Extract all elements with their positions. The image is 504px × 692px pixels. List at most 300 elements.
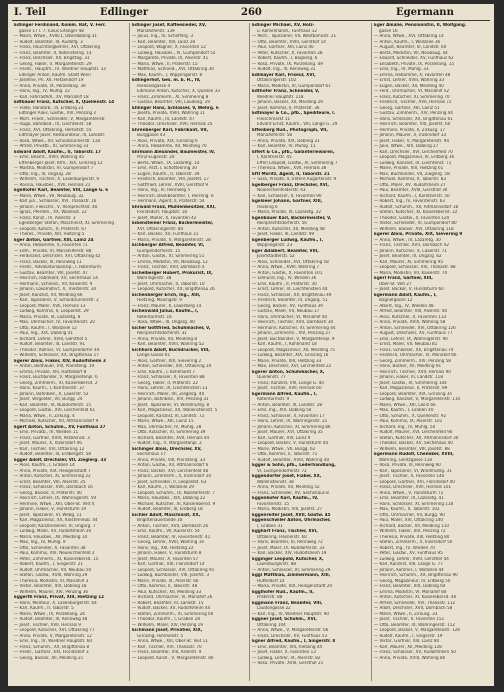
page-header <box>8 4 494 20</box>
directory-entry-heading: Egerer Alois, Private, XIX, Sievering 9 <box>374 232 463 237</box>
directory-entry-line: — Theodor, Gastw., X, Favoriten 120 <box>374 215 450 221</box>
directory-entry-line: — Max, Drechsler, XVI, Lerchenfeld 22 <box>252 364 332 369</box>
directory-entry-line: — Karl, Gärtner, XIII, Lainz 9 <box>252 435 311 441</box>
directory-entry-line: — Wilhelm, Maler, XIV, Penzing 19 <box>132 622 203 628</box>
directory-column-1 <box>14 23 128 683</box>
directory-entry-heading: Egenberger Ludwig, Kaufm., I, <box>252 237 324 243</box>
directory-entry-line: — Alois, Gärtner, XIX, Sievering 2 <box>132 358 202 364</box>
directory-entry-line: — Rudolf, Beamter, XVIII, Währing 40 <box>252 457 330 463</box>
directory-entry-line: — Anton, Beamter, III, Landstr. 28 <box>252 402 322 408</box>
directory-entry-heading: Ehrwald Franz, Mühlenbesitzer, XXI, <box>132 204 216 210</box>
directory-entry-line: — Franz, Kanzl., IX, Alserstr. 3 <box>14 215 76 221</box>
directory-entry-line: — Johann, Fiaker, V, Hundsturm 19 <box>14 507 87 512</box>
directory-entry-line: — Georg, Magazineur, III, Erdberg 50 <box>374 578 451 584</box>
directory-entry-heading: Edtbauer Franz, Kutscher, X, Quellenstr. 14 <box>14 100 115 105</box>
directory-entry-line: — Heinrich, Bankbeamter, I, Herreng. 6 <box>132 193 214 199</box>
directory-entry-line: — Rosina, Hausbes., XVII, Hernals 21 <box>14 182 91 188</box>
directory-entry-line: — Maria, Private, IX, Lazaretg. 22 <box>252 210 322 215</box>
directory-entry-line: — Johann, Lokomotivf., X, Triesterstr. 30 <box>14 287 97 292</box>
directory-entry-line: — Marie, Wtwe., XIII, Lainz 15 <box>132 419 194 424</box>
directory-entry-line: — Johann, Zimmerm., XIV, Penzing 27 <box>252 331 331 336</box>
directory-entry-line: — Johann, Fiaker, V, Hundsturm 8 <box>132 551 202 556</box>
directory-entry-line: — Hans, Lehrer, IX, Liechtenstein 13 <box>132 386 208 391</box>
directory-entry-line: — Julius, Ing., IV, Schäfferg. 3 <box>132 34 193 39</box>
directory-entry-heading: Eichler Adolf, Maschinist, XX, <box>132 512 201 518</box>
directory-entry-line: — Otto, Kaufm., I, Wollzeile 12 <box>14 325 77 331</box>
directory-entry-line: Floridsdorf, Hauptstr. 18 <box>137 210 188 215</box>
directory-entry-heading: Egerl Franz, Gärtner, XIII, <box>374 276 433 281</box>
directory-entry-line: — Maria, Hausbes., XII, Meidling 14 <box>14 534 88 540</box>
directory-entry-line: — Rudolf, Ing., III, Rennweg 31 <box>252 67 316 72</box>
directory-entry-line: gasse 17 I. 7. Iulius Eitlinger 48 <box>19 28 84 34</box>
directory-entry-line: — Josef, Uhrmacher, II, Taborstr. 10 <box>132 281 205 287</box>
directory-entry-line: — Josef, Müller, X, Favoriten 42 <box>132 215 197 221</box>
directory-entry-line: — Franz, Beamter, IV, Favoritenstr. 41 <box>132 534 211 540</box>
directory-entry-heading: Eggner Josef, Schuhm., XVI, <box>252 617 317 622</box>
directory-entry-line: — Rudolf, Beamter, III, Rudolfg. 3 <box>14 39 83 45</box>
directory-entry-line: — Ludwig, Beamter, XIX, Grinzing 16 <box>252 353 329 358</box>
directory-entry-heading: Eichenberger Erich, Ing., XIII, <box>132 292 201 298</box>
directory-entry-line: — Karl, Maurer, XII, Meidling 128 <box>374 644 442 650</box>
directory-entry-line: — Josef, Tischler, XVII, Hernals 9 <box>14 622 81 628</box>
column-divider <box>129 23 130 681</box>
directory-entry-line: — Rudolf, Uhrmacher, VII, Neubau 50 <box>14 567 92 573</box>
directory-entry-line: — Karl, Kaufm., II, Taborstr. 5 <box>14 606 74 611</box>
directory-entry-line: — Julie, Wtwe., XIX, Döbling 27 <box>374 144 439 149</box>
directory-entry-line: — Max, Kaufm., II, Taborstr. 102 <box>374 507 440 512</box>
directory-entry-heading: Edlmayer Karl, Friseur, XVI, <box>252 72 316 78</box>
directory-entry-line: VI, Gumpendorferstr. 72 <box>257 468 307 474</box>
directory-entry-line: — Gottfried, Lehrer, XVIII, Gersthof 9 <box>132 182 209 188</box>
directory-entry-line: — Emil, Beamter, XIII, Hietzing 44 <box>252 644 323 650</box>
directory-entry-line: — Margarete, Private, IX, Alserstr. 41 <box>132 56 209 61</box>
directory-entry-line: — Max, Kaufm., I, Wipplingerstr. 8 <box>132 72 203 78</box>
directory-entry-line: — Anton, Schneider, XVI, Ottakring 19 <box>132 364 212 369</box>
catchword-left: Edlinger <box>100 7 149 18</box>
directory-entry-line: Praterstr. 88 <box>257 595 283 600</box>
directory-entry-line: — Peter, Gastw., XV, Fünfhaus 95 <box>374 551 443 556</box>
directory-entry-line: — Leopold, Bäcker, V, Hundsturm 44 <box>252 441 329 446</box>
directory-entry-line: — Richard, Bäcker, XII, Meidling 110 <box>374 523 450 529</box>
directory-entry-line: — Marie, Private, IX, Alserstr. 66 <box>132 578 199 584</box>
directory-entry-line: — Berta, Wtwe., IX, Lazaretg. 14 <box>132 160 200 166</box>
directory-entry-line: — Anna, Private, XII, Meidling 52 <box>252 485 320 490</box>
directory-entry-line: — Otto, Kommis, II, Taborstr. 48 <box>132 584 198 589</box>
directory-entry-line: — Viktor, Gärtner, XIII, Lainz 80 <box>374 639 440 644</box>
directory-entry-line: — Max, Uhrmacher, IV, Favoritenstr. 20 <box>14 320 95 325</box>
directory-entry-line: — Maria, Private, XIX, Heiligenstadt 20 <box>252 584 333 589</box>
directory-entry-line: — Franz, Kanzlist, VIII, Lange G. 40 <box>252 380 324 386</box>
directory-entry-line: — Hans, Bäcker, XII, Meidling 91 <box>374 364 442 369</box>
directory-entry-heading: Edlinger Josef, Kaffeesieder, XV, <box>132 23 207 28</box>
directory-entry-line: Edtinger Alois, Gastw., XIV, Penzing 2 <box>19 111 97 116</box>
directory-entry-line: — Robert, Ing., IV, Favoritenstr. 63 <box>374 199 445 204</box>
directory-entry-line: — Wilhelm, Tischler, X, Laxenburgerstr. 9 <box>14 177 100 182</box>
directory-entry-line: — Karl, Bäcker, XV, Fünfhaus 21 <box>132 232 199 237</box>
directory-entry-line: — Franz, Rauchfangkehrer, XVI, Ottakring <box>14 45 101 50</box>
directory-entry-line: — Hans, Ing., XIII, Hietzing 22 <box>132 545 194 551</box>
directory-entry-line: — Paul, Kommis, IX, Alserstr. 101 <box>374 419 443 424</box>
directory-entry-line: — Anna, Private, VIII, Piaristeng. 33 <box>132 457 206 463</box>
directory-entry-line: — Ernst, Lehrer, XVIII, Währing 33 <box>374 78 445 83</box>
directory-entry-line: — Rudolf, Beamter, III, Landstr. 91 <box>14 342 85 347</box>
directory-entry-line: — Emil, Kaufm., II, Praterstr. 30 <box>252 281 317 287</box>
directory-entry-line: Wipplingerstr. 23 <box>257 243 293 248</box>
directory-entry-line: u. Kohlenhandl., Fünfhaus 12 <box>257 28 317 34</box>
directory-entry-line: — Friedrich, Beamter, VIII, Josefst. 17 <box>132 177 209 182</box>
directory-entry-line: — Karl, Beamter, IV, Mühlg. 11 <box>252 144 316 149</box>
directory-entry-line: — Edm., Private, VI, Mariahilferstr. 88 <box>14 248 92 254</box>
directory-entry-line: — Max, Buchbinder, VII, Zieglerg. 58 <box>374 171 450 177</box>
directory-entry-line: Burggasse 43 <box>137 133 166 138</box>
directory-entry-line: — Josef, Beamter, III, Ungarg. 62 <box>374 254 442 259</box>
directory-entry-line: — Heinrich, Fabrikant, XV, Sechshaus 14 <box>14 276 98 281</box>
directory-entry-line: — Johann, Kommis, I, Wollzeile 44 <box>374 567 444 573</box>
directory-entry-line: — Franz, Tischler, XVII, Dornbach 4 <box>132 265 205 270</box>
directory-entry-line: — Karl, Gärtner, XXI, Floridsdorf 14 <box>132 562 205 567</box>
directory-entry-heading: Ehrenberger Karl, Fabrikant, VII, <box>132 127 209 133</box>
directory-entry-line: Rotenturmstr. 9 <box>257 397 290 402</box>
directory-entry-line: — Maria, Private, IX, Lazaretg. 8 <box>14 314 81 320</box>
directory-entry-line: Hacking 6 <box>257 204 278 210</box>
directory-entry-line: — Emil, Kaufm., VII, Kaiserstr. 54 <box>132 529 200 534</box>
directory-entry-line: Efferl Leopold, Gastw., XI, Simmering 7 <box>257 160 338 166</box>
directory-entry-line: — Marie, Wtwe., VII, Neubaug. 32 <box>14 193 84 199</box>
directory-entry-line: — Robert, Kaufm., I, Singerstr. 21 <box>14 562 83 567</box>
directory-entry-line: — Rosa, Private, XVIII, Gersthof 21 <box>252 661 324 666</box>
directory-entry-line: — Leopold, Gärtner, XXI, Floridsdorf 40 <box>374 479 455 485</box>
directory-entry-line: — Albert, Ing., IV, Wieden 48 <box>374 303 434 309</box>
directory-entry-line: Mariahilferstr. 139 <box>137 28 175 34</box>
directory-entry-line: — Hans, Beamter, III, Rennweg 72 <box>252 540 323 545</box>
directory-entry-line: — Georg, Gärtner, XIII, Lainz 51 <box>374 105 440 111</box>
directory-entry-line: — Hans, Kaufm., I, Kärntnerstr. 37 <box>14 386 85 391</box>
directory-entry-line: — Berta, Modistin, VII, Neubaug. 44 <box>374 50 448 56</box>
directory-entry-line: — Leopold, Gastw., XVI, Lerchenfeld 61 <box>14 408 95 413</box>
directory-entry-line: — Johann, Kutscher, XI, Simmering 86 <box>252 424 331 430</box>
directory-entry-line: — Karl, Kanzlist, VIII, Lange G. 77 <box>374 562 443 567</box>
directory-entry-line: — Leopold, Wagner, X, Favoriten 12 <box>132 45 206 50</box>
directory-entry-line: — Paul, Kommis, XVI, Neulerchenfeld 2 <box>14 551 95 556</box>
directory-entry-line: — Anna, Private, XVIII, Währing 58 <box>374 320 446 325</box>
directory-entry-line: — Josef, Vergolder, VII, Burgg. 24 <box>14 397 83 402</box>
directory-entry-line: — Friedrich, Tischler, XVII, Hernals 72 <box>374 100 452 105</box>
directory-entry-line: — Karl, Tischler, XVI, Thaliastr. 70 <box>132 644 202 650</box>
directory-entry-line: — Alfred, Schneider, XVI, Thaliastr. 112 <box>374 600 456 606</box>
directory-entry-line: Edvard Ernst, Kaufm., VIII, Lange G. 29 <box>257 122 338 127</box>
directory-entry-line: — Theresia, Modistin, VI, Mariahilf 3 <box>14 578 89 584</box>
directory-entry-heading: Edward Adolf, Kaufm., II, Taborstr. 17 <box>14 149 101 155</box>
page-number: 260 <box>241 7 262 18</box>
directory-entry-line: — Leopold, Kutscher, XX, Brigittenau 26 <box>132 287 215 292</box>
directory-entry-heading: Eichhorn Adolf, Buchdrucker, VIII, <box>132 347 210 353</box>
directory-entry-line: — Franz, Schlosser, X, Favoriten 88 <box>132 375 205 380</box>
directory-entry-line: — Rudolf, Beamter, III, Erdbergstr. 58 <box>14 452 92 457</box>
directory-entry-line: — Friedr., Advokaturskonzip., I, Rotenturm. <box>14 265 103 270</box>
directory-entry-line: — Anna, Private, XIX, Heiligenstadt 7 <box>14 468 91 474</box>
directory-entry-heading: Egghart Franz, Tischler, XVI, <box>252 529 318 534</box>
directory-entry-line: — Anna, Private, V, Margaretenstr. 12 <box>14 633 92 639</box>
directory-entry-line: — Heinrich, Lehrer, IX, Währingerstr. 59 <box>14 496 96 501</box>
directory-entry-line: — Friedrich, Uhrmacher, VI, Mariahilf 66 <box>374 353 457 358</box>
directory-entry-line: — Karl, Tapezierer, VI, Windmühlg. 31 <box>374 468 452 474</box>
directory-entry-heading: Edlinger Ferdinand, Komm. Rat, V. Ferr. <box>14 23 106 28</box>
directory-entry-line: — Hermann, Agent, II, Praterstr. 54 <box>132 199 205 204</box>
directory-entry-line: — Johann, Bahnbed., XIV, Penzing 31 <box>132 397 209 402</box>
directory-entry-line: — Josef, Tapezierer, VI, Windmühlg. 8 <box>132 402 210 408</box>
directory-entry-line: — Georg, Lehrer, XVIII, Währing 16 <box>132 540 204 545</box>
directory-entry-line: — Heinrich, Maler, VII, Zieglerg. 40 <box>132 391 205 397</box>
directory-entry-line: — Emma, Modistin, VI, Mariahilf 80 <box>374 589 447 595</box>
directory-entry-line: — Georg, Zimmerm., XI, Kaiserebersd. 2 <box>14 380 98 386</box>
directory-entry-line: — Emma, Hebamme, X, Favoriten 48 <box>374 72 451 78</box>
directory-entry-line: — Anna, Wtwe., IX, Lazaretg. 30 <box>374 237 441 243</box>
directory-entry-line: — Karl, Ing., IV, Wiedner Hauptstr. 90 <box>252 611 330 617</box>
directory-entry-line: — Anton, Gastw., X, Favoriten 101 <box>252 270 323 276</box>
directory-entry-line: — Franz, Drechsler, XX, Brigittag. 31 <box>14 56 90 61</box>
directory-entry-line: — Anna, Private, XII, Meidling 8 <box>132 336 197 342</box>
directory-entry-heading: Egermann Adolf, Kaufm., I, <box>374 292 437 298</box>
directory-entry-line: — Hermine, Private, II, Zirkusg. 17 <box>374 127 445 133</box>
directory-entry-line: — Emil, Lehrer, IX, Währingerstr. 90 <box>374 336 448 342</box>
directory-entry-line: Ober-St. Veit 27 <box>379 281 412 287</box>
directory-entry-line: — Hans, Ing., IV, Mühlg. 22 <box>14 89 71 94</box>
directory-entry-line: — Leopold, Schlosser, XVI, Ottakring 91 <box>132 567 215 573</box>
directory-entry-line: — Anna, Wtwe., XVIII, Währing 7 <box>252 265 320 270</box>
directory-entry-line: Laxenburgerstr. 88 <box>257 562 296 567</box>
directory-entry-line: — Adolf, Drechsler, XVII, Dornbach 58 <box>374 606 453 611</box>
directory-entry-line: — Paul, Gärtner, XIII, Lainz 40 <box>252 45 314 50</box>
directory-entry-line: — Hans, Uhrmacher, VI, Mariahilf 40 <box>252 314 328 320</box>
directory-entry-heading: Edthofer Franz, Schneider, V, <box>252 89 320 94</box>
directory-entry-line: — Anton, Bildhauer, VIII, Piaristeng. 19 <box>14 364 95 369</box>
directory-entry-line: Bognergasse 12 <box>379 298 413 303</box>
directory-entry-line: — Anna, Wtwe., XIII, Ober-St. Veit 11 <box>132 639 208 644</box>
directory-entry-line: — Karl jun., Schlosser, XVI, Thaliastr. 16 <box>14 199 97 204</box>
directory-entry-line: — Georg, Bäcker, XII, Meidling 21 <box>14 655 84 661</box>
directory-entry-line: — Johann, Kutscher, X, Laaerstr. 71 <box>374 248 447 254</box>
directory-entry-line: Gumpendorferstr. 15 <box>137 248 181 254</box>
directory-entry-line: — Franz, Schlosser, X, Favoriten 17 <box>252 413 325 419</box>
directory-entry-line: — Josef, Buchbinder, V, Margaretenpl. 9 <box>252 336 335 342</box>
directory-entry-line: — Rudolf, Schuhm., XII, Altmannsdorf 18 <box>374 204 459 210</box>
directory-entry-heading: Eichberger Alfred, Beamter, VI, <box>132 243 205 248</box>
directory-entry-heading: Egenbauer Karl, Bäckermeister, V, <box>252 215 332 221</box>
directory-entry-line: — Otto, Kutscher, XI, Simmering 39 <box>132 430 206 435</box>
directory-entry-line: — Heinrich, Tischler, XVII, Hernals 90 <box>374 369 451 375</box>
directory-entry-line: — Richard, Beamter, XVII, Hernals 44 <box>132 435 210 441</box>
directory-entry-line: — Viktor, Beamter, XIX, Döbling 18 <box>14 584 87 589</box>
directory-entry-heading: Edlinger Michael, XV, Holz- <box>252 23 315 28</box>
directory-entry-line: — Stefan, Gastw., XVIII, Währing 29 <box>14 573 88 578</box>
directory-entry-line: — Maria, Modistin, VII, Kaiserstr. 70 <box>374 270 448 276</box>
directory-entry-line: — Maria, Hausbes., XIX, Döbling 22 <box>132 496 206 501</box>
directory-entry-line: Hütteldorf 14 <box>257 578 285 584</box>
directory-entry-line: — Josef, Maurer, X, Favoriten 57 <box>132 556 199 562</box>
directory-entry-line: — Georg, Zimmerm., XIV, Penzing 58 <box>374 358 451 364</box>
directory-entry-line: — Wilhelm, Schlosser, XX, Brigittenau 17 <box>14 353 99 358</box>
directory-entry-line: Neulerchenfelderstr. 43 <box>257 188 306 193</box>
directory-entry-line: — Emil, Arzt, I, Schottenring 30 <box>132 166 197 171</box>
directory-entry-line: — Paul, Maler, XVI, Ottakring 140 <box>374 518 443 523</box>
directory-entry-heading: Eichinger Alois, Drechsler, XV, <box>132 446 202 452</box>
directory-entry-heading: Eftl Moritz, Agent, II, Taborstr. 21 <box>252 171 330 177</box>
directory-entry-line: — Wilhelm, Beamter, VIII, Josefst. 88 <box>374 446 450 452</box>
directory-entry-line: — Marie, Wtwe., II, Zirkusg. 33 <box>374 611 438 617</box>
header-rule <box>12 20 490 21</box>
directory-entry-line: — Karl, Beamter, XVIII, Währing 52 <box>132 342 205 347</box>
directory-entry-heading: Eggenreiter Josef, XVII, Gastw. 45 <box>252 512 331 518</box>
directory-column-2 <box>132 23 248 683</box>
directory-entry-line: — Gustav, Beamter, VIII, Laudong. 19 <box>132 100 210 105</box>
directory-page <box>8 4 494 686</box>
directory-entry-line: — Matthias, Schneid., XVI, Ottakring 30 <box>132 67 214 72</box>
directory-column-3 <box>252 23 370 683</box>
directory-entry-line: — Hilde, Handarb., III, Erdberg 23 <box>14 105 84 111</box>
directory-entry-line: — Theodor, Drechsler, XVII, Hernals 25 <box>132 122 213 127</box>
directory-entry-line: — Franz, Schlosser, XX, Brigittenau 74 <box>374 347 454 353</box>
directory-entry-line: — Johann, Zimmerm., X, Inzersdorf 20 <box>132 474 212 479</box>
directory-entry-line: — Josef, Fiaker, X, Favoriten 13 <box>252 650 316 655</box>
directory-entry-line: — Emil, Beamter, IX, Lazaretg. 41 <box>374 496 444 501</box>
directory-entry-line: — Friedr., Hauptm., IV, Wiedner Hauptstr. 33 <box>14 67 106 72</box>
directory-entry-line: — Rosa, Wtwe., XII, Schönbrunnerstr. 118 <box>14 138 101 144</box>
directory-entry-line: — Ferd., Uhrmacher, VI, Mariahilf 52 <box>374 89 449 94</box>
directory-entry-line: — Hermine, Wtwe., XIII, Ober-St. Veit 4 <box>14 501 95 507</box>
directory-entry-line: — Ernst, Maler, VII, Neubau 81 <box>374 342 438 347</box>
directory-entry-line: — Marie, Private, XIII, Hietzing 61 <box>374 166 444 171</box>
directory-entry-line: — Franz, Schuhm., XX, Brigittenau 8 <box>14 644 90 650</box>
section-label: I. Teil <box>14 7 46 18</box>
directory-entry-line: — Maria, Wtwe., II, Zirkusg. 4 <box>14 413 75 419</box>
directory-entry-line: Hietzing, Maxingstr. 9 <box>137 298 182 303</box>
directory-entry-line: — Otto, Schuhm., X, Quellenstr. 92 <box>374 413 447 419</box>
directory-entry-line: — Paul, Beamter, XVIII, Gersthof 30 <box>374 188 448 193</box>
directory-entry-line: — Leopold, Kutscher, XVI, Ottakring 77 <box>14 628 95 633</box>
directory-entry-line: — Leopold, Kanzlist, III, Landstr. 72 <box>132 413 205 419</box>
directory-entry-line: — Franz, Zimmerm., XI, Simmering 8 <box>132 94 209 100</box>
directory-entry-line: — Emil, Beamt., XVIII, Währing 45 <box>14 155 85 160</box>
directory-entry-line: — Ludwig, Kommis, II, Leopoldst. 29 <box>14 309 89 314</box>
directory-entry-heading: Edtmayer & Co., pfb., Spediteure, I. <box>252 111 336 116</box>
directory-entry-line: — Anton, Gastw., XII, Altmannsdorf 6 <box>132 463 209 468</box>
directory-entry-line: — Richard, Kaufm., I, Kärntnerstr. 50 <box>374 193 450 199</box>
directory-entry-line: — Michael, Kommis, II, Taborstr. 83 <box>374 177 447 182</box>
directory-entry-line: — Heinrich, Schuhm., XX, Brigittenau 90 <box>374 573 458 578</box>
directory-entry-heading: Ehlinger Hans, Schlosser, V, Wehrg. 6 <box>132 105 219 111</box>
directory-entry-line: — Alois, Kaufm., I, Graben 14 <box>14 463 75 468</box>
directory-entry-line: — Anna, Private, IX, Porzellang. 39 <box>14 83 86 89</box>
directory-entry-line: — Karl, Maurer, XI, Simmering 95 <box>374 259 443 265</box>
directory-entry-heading: Egelhofer Karl, Beamter, VIII, Lange G. 6 <box>14 188 109 193</box>
directory-entry-line: — Josefine, Pri. XII, Hetzendorf 19 <box>14 78 84 83</box>
directory-entry-line: — Josef, Bäcker, V, Hundsturm 60 <box>374 287 444 292</box>
directory-entry-line: — Franz, Tischler, XVII, Dornbach 42 <box>374 243 450 248</box>
catchword-right: Egermann <box>396 7 454 18</box>
directory-entry-line: — Johann, Bahnbed., X, Laaerstr. 52 <box>14 391 89 397</box>
directory-entry-line: — Michael, Kutscher, XII, Altmannsdorf 9 <box>14 419 99 424</box>
directory-entry-line: — Franz, Buchbinder, V, Margaretenpl. 6 <box>14 375 98 380</box>
directory-entry-heading: Eggenhofer Karl, Kaufm., IV, <box>252 496 319 501</box>
directory-entry-line: — Otto, Kommis, II, Taborstr. 71 <box>252 452 318 457</box>
directory-entry-line: — Rosa, Private, III, Rennweg 90 <box>374 463 441 468</box>
directory-entry-line: — Josefa, Private, XVIII, Währing 11 <box>132 111 206 116</box>
directory-entry-line: — Sara, Private, II, Untere Augartenstr. 9 <box>252 177 337 182</box>
directory-entry-heading: Effenberg Rud., Photograph, VII, <box>252 127 328 133</box>
directory-entry-line: — Leopold, Magazineur, XII, Meidling 75 <box>252 347 335 353</box>
directory-entry-line: — Josef, Tischler, X, Favoriten 140 <box>374 474 445 479</box>
directory-entry-line: Prinz-Eugenstr. 20 <box>137 155 175 160</box>
directory-entry-line: — Franz, Schneider, XV, Sechshaus 8 <box>252 490 329 496</box>
directory-entry-line: — Peter, Kutscher, X, Favoriten 28 <box>252 50 323 56</box>
directory-entry-line: — Leopold, Schuhm., IX, Nußdorferstr. 7 <box>132 490 215 496</box>
directory-entry-line: — Georg, Bäcker, XV, Fünfhaus 39 <box>252 303 323 309</box>
directory-entry-line: — Karl, Magazineur, II, Praterstr. 99 <box>374 386 448 391</box>
directory-entry-line: — Leopold, Kanzl., V, Margaretenstr. 80 <box>132 655 214 661</box>
directory-entry-line: — Josef, Tischler, X, Favoriten 151 <box>374 617 445 622</box>
directory-entry-line: — Otto, Uhrmacher, VII, Burgg. 90 <box>374 512 445 518</box>
directory-entry-line: — Ernst, Lehrer, IX, Liechtenstein 44 <box>252 287 328 292</box>
directory-entry-heading: Egger Adolf, Drechsler, VII, Zieglerg. 33 <box>14 457 107 463</box>
directory-entry-line: — Karl, Kaufm., I, Kohlmarkt 18 <box>252 342 317 347</box>
directory-entry-line: Lange Gasse 61 <box>137 353 171 358</box>
directory-entry-line: — Alfred, Beamter, VIII, Alserstr. 40 <box>374 309 448 314</box>
directory-entry-line: — Richard, Lehrer, XVIII, Gersthof 5 <box>14 336 88 342</box>
directory-entry-line: — Alois, Schneider, XVI, Ottakring 58 <box>252 259 329 265</box>
directory-entry-heading: Egelseer Johann, Gärtner, XIII, <box>252 199 323 204</box>
directory-entry-line: Josefstädterstr. 52 <box>257 254 295 259</box>
directory-entry-line: — Emil, Kaufm., I, Kohlmarkt 7 <box>132 369 196 375</box>
directory-entry-line: — Edmund, Ing., IV, Wieden 36 <box>252 276 317 281</box>
directory-entry-heading: Edlingerhof, Ges. m. b. H., IV, <box>132 78 201 83</box>
directory-entry-heading: Eggmann Franz, Beamter, VIII, <box>252 600 323 606</box>
directory-entry-line: Reinprechtsdorferstr. 56 <box>257 221 307 226</box>
directory-entry-line: — Alfred, Privatb., XI, Simmering 33 <box>14 144 89 149</box>
directory-entry-line: — Ignaz, Pferdeh., XX, Wallenst. 22 <box>14 210 87 215</box>
directory-entry-heading: Egerer Alois, Fiaker, XIV, Rudolfsheim 3 <box>14 358 106 364</box>
directory-entry-line: Effenberger Josef, Kfm., XIX, Grinzing 12 <box>19 160 103 166</box>
directory-entry-heading: Egger & Sohn, pfb., Lederhandlung, <box>252 463 336 468</box>
directory-entry-heading: Egerer Anton, Schuhmacher, X, <box>252 369 325 375</box>
directory-entry-line: — Theresia, Private, XIII, Hietzing 80 <box>374 534 450 540</box>
directory-entry-line: — Rosa, Private, IX, Porzellang. 49 <box>252 61 323 67</box>
directory-entry-line: — Theres., Private, XIII, Hietzing 5 <box>14 232 85 237</box>
directory-entry-line: — Stefan, Zimmerm., XI, Simmering 60 <box>132 611 214 617</box>
directory-entry-line: — Anna, Wtwe., V, Margaretenstr. 66 <box>252 628 329 633</box>
directory-entry-line: Reinprechtsdorferstr. 31 <box>137 331 187 336</box>
directory-entry-heading: Eibensteiner Franz, Bäckermeister, <box>132 221 214 226</box>
directory-entry-line: — Max, Uhrmacher, IV, Mühlg. 28 <box>132 424 202 430</box>
directory-entry-heading: Eggerth Franz, Privat, XIII, Hietzing 12 <box>14 595 104 600</box>
directory-entry-line: — Ludwig, Maler, XV, Rudolfsheim 30 <box>14 529 92 534</box>
directory-entry-line: Edtmayer Josef, Restaurateur, III, Landstr. <box>19 133 106 138</box>
directory-entry-heading: Egermann Alfred, Kaufm., I, <box>252 391 317 397</box>
directory-entry-line: — Josef, Kanzlist, XII, Meidling 66 <box>14 292 83 298</box>
directory-entry-line: — Maria, Private, V, Margaretenstr. 28 <box>132 237 211 243</box>
directory-entry-line: — Wilhelm, Maurer, XIV, Penzing 36 <box>14 589 88 595</box>
directory-entry-line: Rotenturmstr. 16 <box>137 314 172 320</box>
directory-entry-line: Brigittenauerlände 30 <box>137 518 183 523</box>
directory-entry-heading: Eggendorfer Josef, Fiaker, XX, <box>252 474 322 479</box>
directory-entry-line: — Leopold, Bäcker, V, Margaretenstr. 128 <box>374 628 460 633</box>
directory-entry-line: — Anton, Kaufm., I, Wollzeile 36 <box>374 39 441 45</box>
directory-entry-line: — Franz, Beamter, VIII, Alserstr. 9 <box>132 650 202 655</box>
directory-entry-line: — Hans, Monteur, X, Laxenburgerstr. 64 <box>14 600 97 606</box>
directory-entry-line: — Paul, Kutscher, XII, Meidling 33 <box>132 589 202 595</box>
directory-entry-heading: Egert Anton, Schuhm., XV, Fünfhaus 27 <box>14 424 106 430</box>
directory-entry-line: — Richard, Uhrmacher, VI, Mariahilf 26 <box>132 595 213 600</box>
directory-entry-heading: Ehrmann Alexander, Baumeister, IV, <box>132 149 215 155</box>
